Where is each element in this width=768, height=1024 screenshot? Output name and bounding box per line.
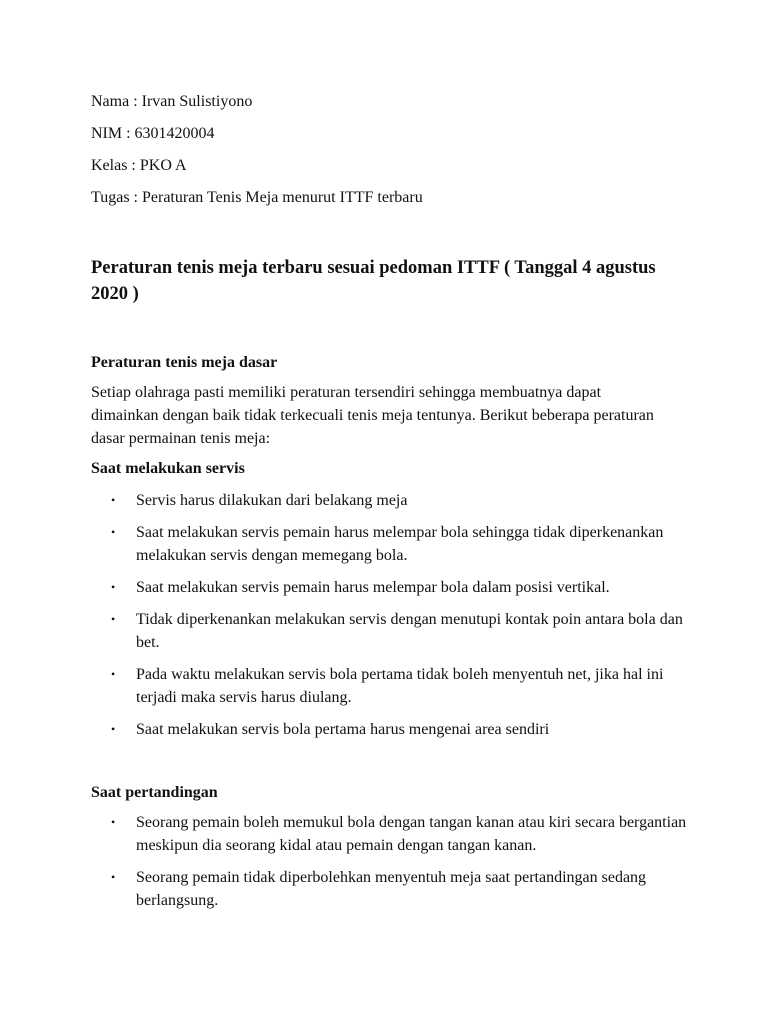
serve-rule-text: Saat melakukan servis pemain harus melempar bola dalam posisi vertikal. [136,579,610,596]
bullet-icon: • [111,667,116,681]
match-rule-text: Seorang pemain tidak diperbolehkan menyentuh meja saat pertandingan sedang berlangsung. [136,869,647,909]
student-name: Nama : Irvan Sulistiyono [91,93,253,110]
serve-rule-item [91,608,691,654]
serve-rules-heading: Saat melakukan servis [91,460,245,477]
serve-rule-text: Saat melakukan servis bola pertama harus mengenai area sendiri [136,721,550,738]
bullet-icon: • [111,722,116,736]
bullet-icon: • [111,815,116,829]
bullet-icon: • [111,493,116,507]
match-rules-list [91,811,691,912]
match-rules-heading: Saat pertandingan [91,784,218,801]
document-title: Peraturan tenis meja terbaru sesuai pedoman ITTF ( Tanggal 4 agustus 2020 ) [91,258,656,304]
match-rule-item [91,811,691,857]
student-class: Kelas : PKO A [91,157,187,174]
serve-rule-item [91,663,691,709]
student-nim: NIM : 6301420004 [91,125,215,142]
assignment-task: Tugas : Peraturan Tenis Meja menurut ITTF terbaru [91,189,423,206]
serve-rules-list [91,489,691,741]
serve-rule-text: Saat melakukan servis pemain harus melempar bola sehingga tidak diperkenankan melakukan servis dengan memegang bola. [136,524,664,564]
bullet-icon: • [111,612,116,626]
serve-rule-item [91,489,691,512]
serve-rule-text: Pada waktu melakukan servis bola pertama tidak boleh menyentuh net, jika hal ini terjadi maka servis harus diulang. [136,666,664,706]
match-rule-item [91,866,691,912]
serve-rule-item [91,718,691,741]
serve-rule-text: Servis harus dilakukan dari belakang meja [136,492,408,509]
serve-rule-item [91,521,691,567]
serve-rule-text: Tidak diperkenankan melakukan servis dengan menutupi kontak poin antara bola dan bet. [136,611,683,651]
basic-rules-heading: Peraturan tenis meja dasar [91,354,278,371]
bullet-icon: • [111,525,116,539]
match-rule-text: Seorang pemain boleh memukul bola dengan tangan kanan atau kiri secara bergantian meskipun dia seorang kidal atau pemain dengan tangan kanan. [136,814,687,854]
basic-rules-intro: Setiap olahraga pasti memiliki peraturan tersendiri sehingga membuatnya dapat dimainkan dengan baik tidak terkecuali tenis meja tentunya. Berikut beberapa peraturan dasar permainan tenis meja: [91,384,654,447]
bullet-icon: • [111,870,116,884]
bullet-icon: • [111,580,116,594]
document-page [91,90,691,921]
serve-rule-item [91,576,691,599]
